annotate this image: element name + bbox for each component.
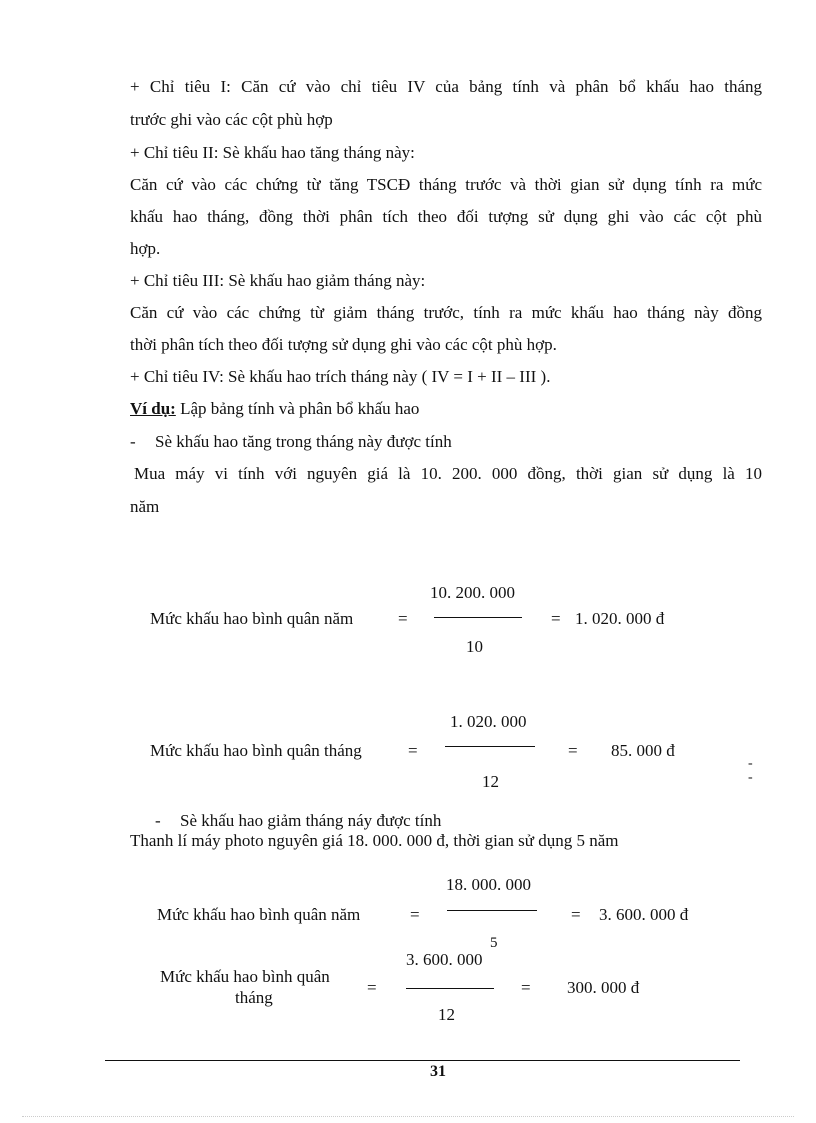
decrease-heading: Sè khấu hao giảm tháng náy được tính (180, 811, 442, 830)
example-line (130, 398, 762, 420)
footer-rule (105, 1060, 740, 1061)
bullet-dash: - (130, 432, 136, 451)
paragraph-line: Căn cứ vào các chứng từ tăng TSCĐ tháng trước và thời gian sử dụng tính ra mức (130, 175, 762, 194)
indicator-heading: + Chỉ tiêu II: Sè khấu hao tăng tháng này: (130, 143, 415, 162)
equals-sign: = (521, 978, 531, 997)
indicator-heading: + Chỉ tiêu IV: Sè khấu hao trích tháng này ( IV = I + II – III ). (130, 367, 551, 386)
paragraph-line: trước ghi vào các cột phù hợp (130, 110, 333, 129)
equals-sign: = (571, 905, 581, 924)
fraction-numerator: 1. 020. 000 (450, 712, 527, 731)
formula-result: 3. 600. 000 đ (599, 905, 689, 924)
fraction-bar (445, 746, 535, 747)
formula-result: 1. 020. 000 đ (575, 609, 665, 628)
page-number: 31 (430, 1063, 446, 1080)
margin-dash: - (748, 770, 753, 785)
increase-heading: Sè khấu hao tăng trong tháng này được tính (155, 432, 452, 451)
fraction-denominator: 5 (490, 935, 498, 951)
paragraph-line: năm (130, 497, 160, 516)
paragraph-line: Thanh lí máy photo nguyên giá 18. 000. 000 đ, thời gian sử dụng 5 năm (130, 831, 619, 850)
formula-label: Mức khấu hao bình quân năm (150, 609, 354, 628)
formula-label: Mức khấu hao bình quân (160, 967, 330, 986)
formula-label: Mức khấu hao bình quân năm (157, 905, 361, 924)
fraction-bar (406, 988, 494, 989)
equals-sign: = (408, 741, 418, 760)
fraction-bar (434, 617, 522, 618)
paragraph-line: + Chỉ tiêu I: Căn cứ vào chỉ tiêu IV của bảng tính và phân bổ khấu hao tháng (130, 77, 762, 96)
paragraph-line: Mua máy vi tính với nguyên giá là 10. 200. 000 đồng, thời gian sử dụng là 10 (134, 464, 762, 483)
fraction-bar (447, 910, 537, 911)
indicator-heading: + Chỉ tiêu III: Sè khấu hao giảm tháng này: (130, 271, 426, 290)
fraction-denominator: 12 (482, 772, 499, 791)
fraction-denominator: 12 (438, 1005, 455, 1024)
formula-label: Mức khấu hao bình quân tháng (150, 741, 362, 760)
fraction-denominator: 10 (466, 637, 483, 656)
paragraph-line: thời phân tích theo đối tượng sử dụng ghi vào các cột phù hợp. (130, 335, 557, 354)
formula-label: tháng (235, 988, 273, 1007)
paragraph-line: khấu hao tháng, đồng thời phân tích theo đối tượng sử dụng ghi vào các cột phù (130, 207, 762, 226)
page-edge-divider (22, 1116, 794, 1117)
example-text: Lập bảng tính và phân bổ khấu hao (175, 399, 420, 418)
equals-sign: = (367, 978, 377, 997)
margin-dash: - (748, 756, 753, 771)
example-label: Ví dụ: (130, 399, 176, 418)
formula-result: 300. 000 đ (567, 978, 640, 997)
fraction-numerator: 18. 000. 000 (446, 875, 531, 894)
formula-result: 85. 000 đ (611, 741, 675, 760)
equals-sign: = (410, 905, 420, 924)
equals-sign: = (551, 609, 561, 628)
fraction-numerator: 10. 200. 000 (430, 583, 515, 602)
fraction-numerator: 3. 600. 000 (406, 950, 483, 969)
equals-sign: = (568, 741, 578, 760)
paragraph-line: Căn cứ vào các chứng từ giảm tháng trước, tính ra mức khấu hao tháng này đồng (130, 303, 762, 322)
bullet-dash: - (155, 811, 161, 830)
paragraph-line: hợp. (130, 239, 161, 258)
equals-sign: = (398, 609, 408, 628)
